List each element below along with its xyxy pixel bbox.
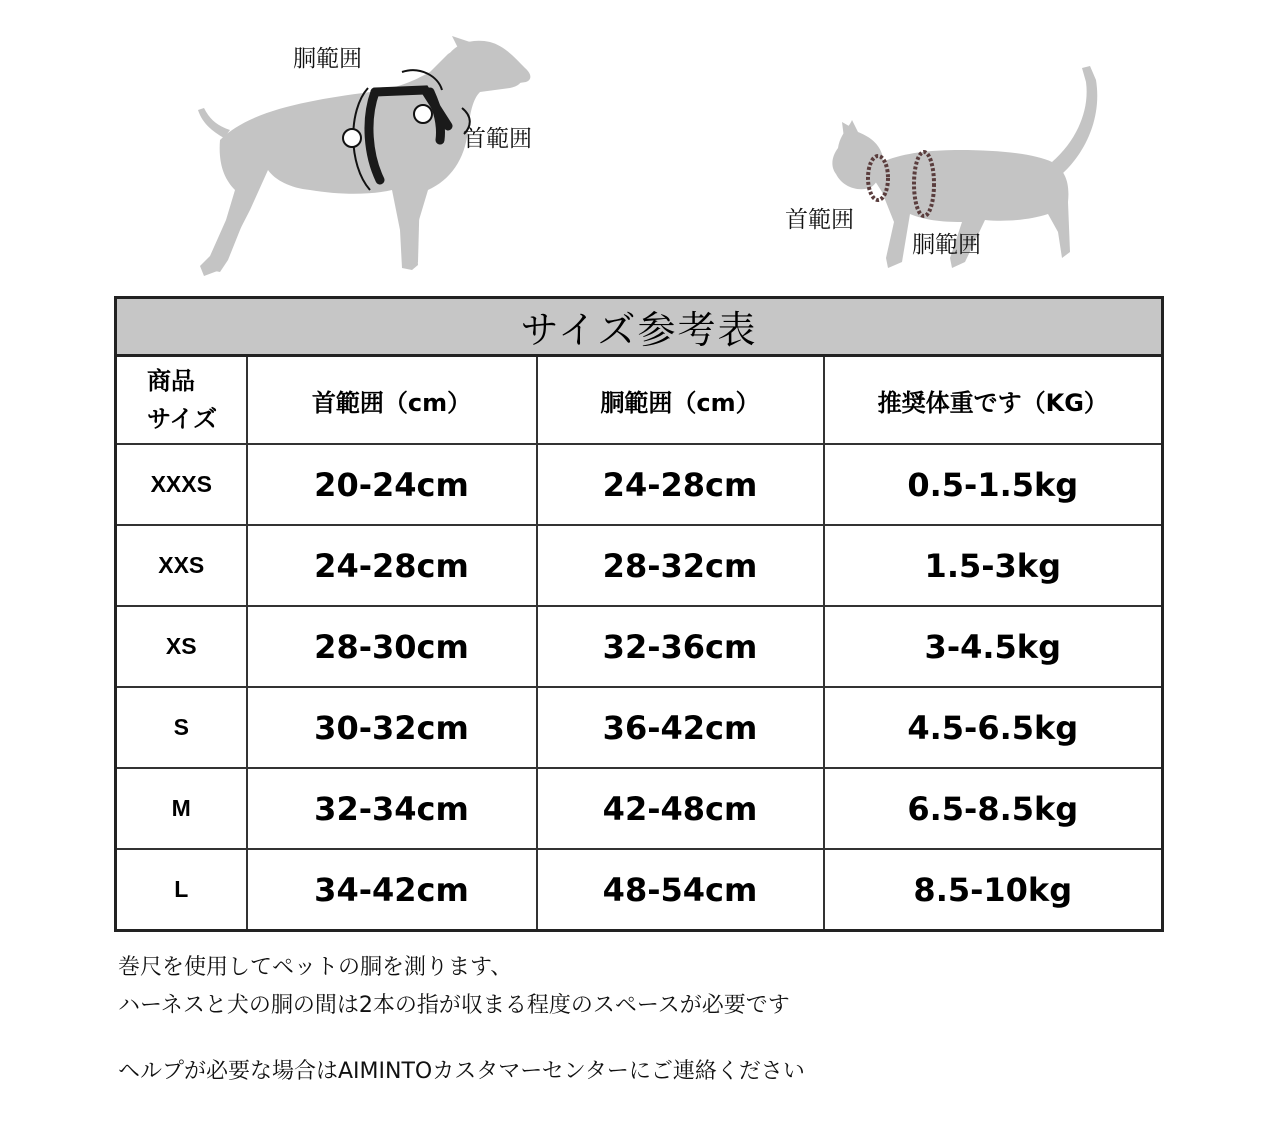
- size-cell: XXS: [116, 525, 247, 606]
- size-cell: XXXS: [116, 444, 247, 525]
- table-row: [116, 849, 1163, 931]
- header-size: [116, 356, 247, 445]
- weight-cell: 3-4.5kg: [824, 606, 1163, 687]
- neck-cell: 24-28cm: [247, 525, 537, 606]
- weight-cell: 8.5-10kg: [824, 849, 1163, 931]
- dog-body-range-label: 胴範囲: [293, 46, 362, 72]
- size-cell: S: [116, 687, 247, 768]
- neck-cell: 34-42cm: [247, 849, 537, 931]
- weight-cell: 0.5-1.5kg: [824, 444, 1163, 525]
- table-row: [116, 687, 1163, 768]
- size-reference-table: [114, 296, 1164, 932]
- body-cell: 28-32cm: [537, 525, 824, 606]
- dog-body-marker: [343, 129, 361, 147]
- header-recommended-weight: 推奨体重です（KG）: [824, 356, 1163, 445]
- size-cell: M: [116, 768, 247, 849]
- header-size-line1: 商品: [147, 367, 195, 395]
- header-neck-range: 首範囲（cm）: [247, 356, 537, 445]
- table-row: [116, 606, 1163, 687]
- dog-neck-range-label: 首範囲: [463, 126, 532, 152]
- size-cell: XS: [116, 606, 247, 687]
- header-size-line2: サイズ: [147, 405, 218, 433]
- body-cell: 48-54cm: [537, 849, 824, 931]
- measure-instruction-note: 巻尺を使用してペットの胴を測ります、: [118, 955, 513, 980]
- header-body-range: 胴範囲（cm）: [537, 356, 824, 445]
- table-row: [116, 525, 1163, 606]
- table-header-row: [116, 356, 1163, 445]
- table-title: サイズ参考表: [116, 298, 1163, 356]
- table-title-row: [116, 298, 1163, 356]
- body-cell: 36-42cm: [537, 687, 824, 768]
- weight-cell: 4.5-6.5kg: [824, 687, 1163, 768]
- table-row: [116, 444, 1163, 525]
- table-row: [116, 768, 1163, 849]
- fit-instruction-note: ハーネスと犬の胴の間は2本の指が収まる程度のスペースが必要です: [118, 993, 790, 1018]
- neck-cell: 32-34cm: [247, 768, 537, 849]
- size-cell: L: [116, 849, 247, 931]
- neck-cell: 28-30cm: [247, 606, 537, 687]
- neck-cell: 20-24cm: [247, 444, 537, 525]
- weight-cell: 6.5-8.5kg: [824, 768, 1163, 849]
- body-cell: 32-36cm: [537, 606, 824, 687]
- cat-neck-range-label: 首範囲: [785, 207, 854, 233]
- dog-neck-marker: [414, 105, 432, 123]
- neck-cell: 30-32cm: [247, 687, 537, 768]
- body-cell: 42-48cm: [537, 768, 824, 849]
- weight-cell: 1.5-3kg: [824, 525, 1163, 606]
- dog-silhouette: [198, 36, 530, 276]
- dog-harness-illustration: [180, 30, 580, 285]
- cat-body-range-label: 胴範囲: [912, 232, 981, 258]
- body-cell: 24-28cm: [537, 444, 824, 525]
- support-contact-note: ヘルプが必要な場合はAIMINTOカスタマーセンターにご連絡ください: [118, 1059, 805, 1084]
